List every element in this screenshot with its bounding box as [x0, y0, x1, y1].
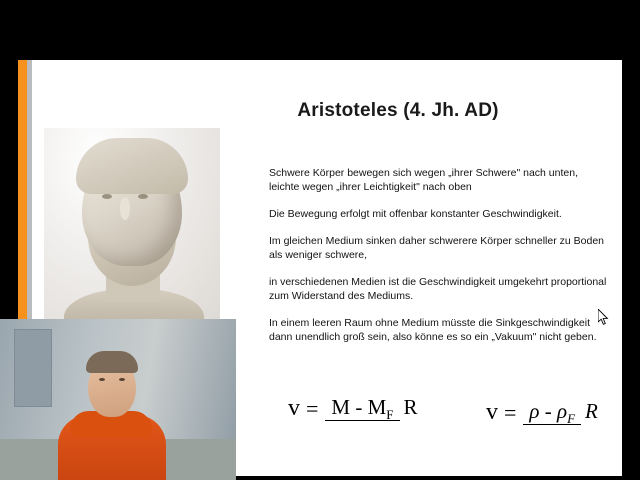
bust-eye-right: [138, 194, 148, 199]
slide-formulas: [268, 395, 618, 465]
slide-paragraph: Im gleichen Medium sinken daher schwerere Körper schneller zu Boden als weniger schwere,: [269, 235, 605, 261]
formula-mass-numerator-subscript: F: [386, 406, 394, 422]
formula-mass: [288, 395, 418, 422]
bust-nose: [120, 198, 130, 220]
formula-mass-variable: v: [288, 395, 300, 421]
formula-density-numerator-subscript: F: [567, 410, 576, 426]
presenter-webcam-overlay: [0, 319, 236, 480]
formula-mass-numerator-text: M - M: [331, 394, 387, 419]
formula-density-numerator-text: ρ - ρ: [529, 398, 568, 423]
mouse-pointer-icon: [598, 309, 609, 325]
formula-density-equals: =: [504, 399, 517, 425]
slide-paragraph: in verschiedenen Medien ist die Geschwindigkeit umgekehrt proportional zum Widerstand des Mediums.: [269, 276, 607, 302]
aristotle-bust-image: [44, 128, 220, 326]
slide-paragraph: Schwere Körper bewegen sich wegen „ihrer Schwere" nach unten, leichte wegen „ihrer Leichtigkeit" nach oben: [269, 167, 578, 193]
formula-mass-equals: =: [306, 395, 319, 421]
slide-body-text: [269, 166, 609, 357]
presenter-eye-left: [99, 378, 105, 381]
webcam-wall-panel: [14, 329, 52, 407]
presenter-hair: [86, 351, 138, 373]
formula-density-denominator: R: [585, 398, 598, 423]
slide-paragraph: In einem leeren Raum ohne Medium müsste die Sinkgeschwindigkeit dann unendlich groß sein, also könne es so ein „Vakuum" nicht geben.: [269, 317, 597, 343]
slide-title: Aristoteles (4. Jh. AD): [297, 100, 499, 121]
formula-mass-numerator: [325, 395, 399, 421]
formula-mass-fraction: [325, 396, 417, 422]
presenter-eye-right: [119, 378, 125, 381]
formula-density-numerator: [523, 399, 581, 425]
formula-density-variable: v: [486, 399, 498, 425]
bust-eye-left: [102, 194, 112, 199]
video-frame[interactable]: [0, 28, 640, 452]
formula-density: [486, 399, 598, 426]
slide-paragraph: Die Bewegung erfolgt mit offenbar konstanter Geschwindigkeit.: [269, 208, 562, 220]
bust-hair: [76, 138, 188, 194]
formula-density-fraction: [523, 400, 597, 426]
formula-mass-denominator: R: [403, 394, 418, 419]
